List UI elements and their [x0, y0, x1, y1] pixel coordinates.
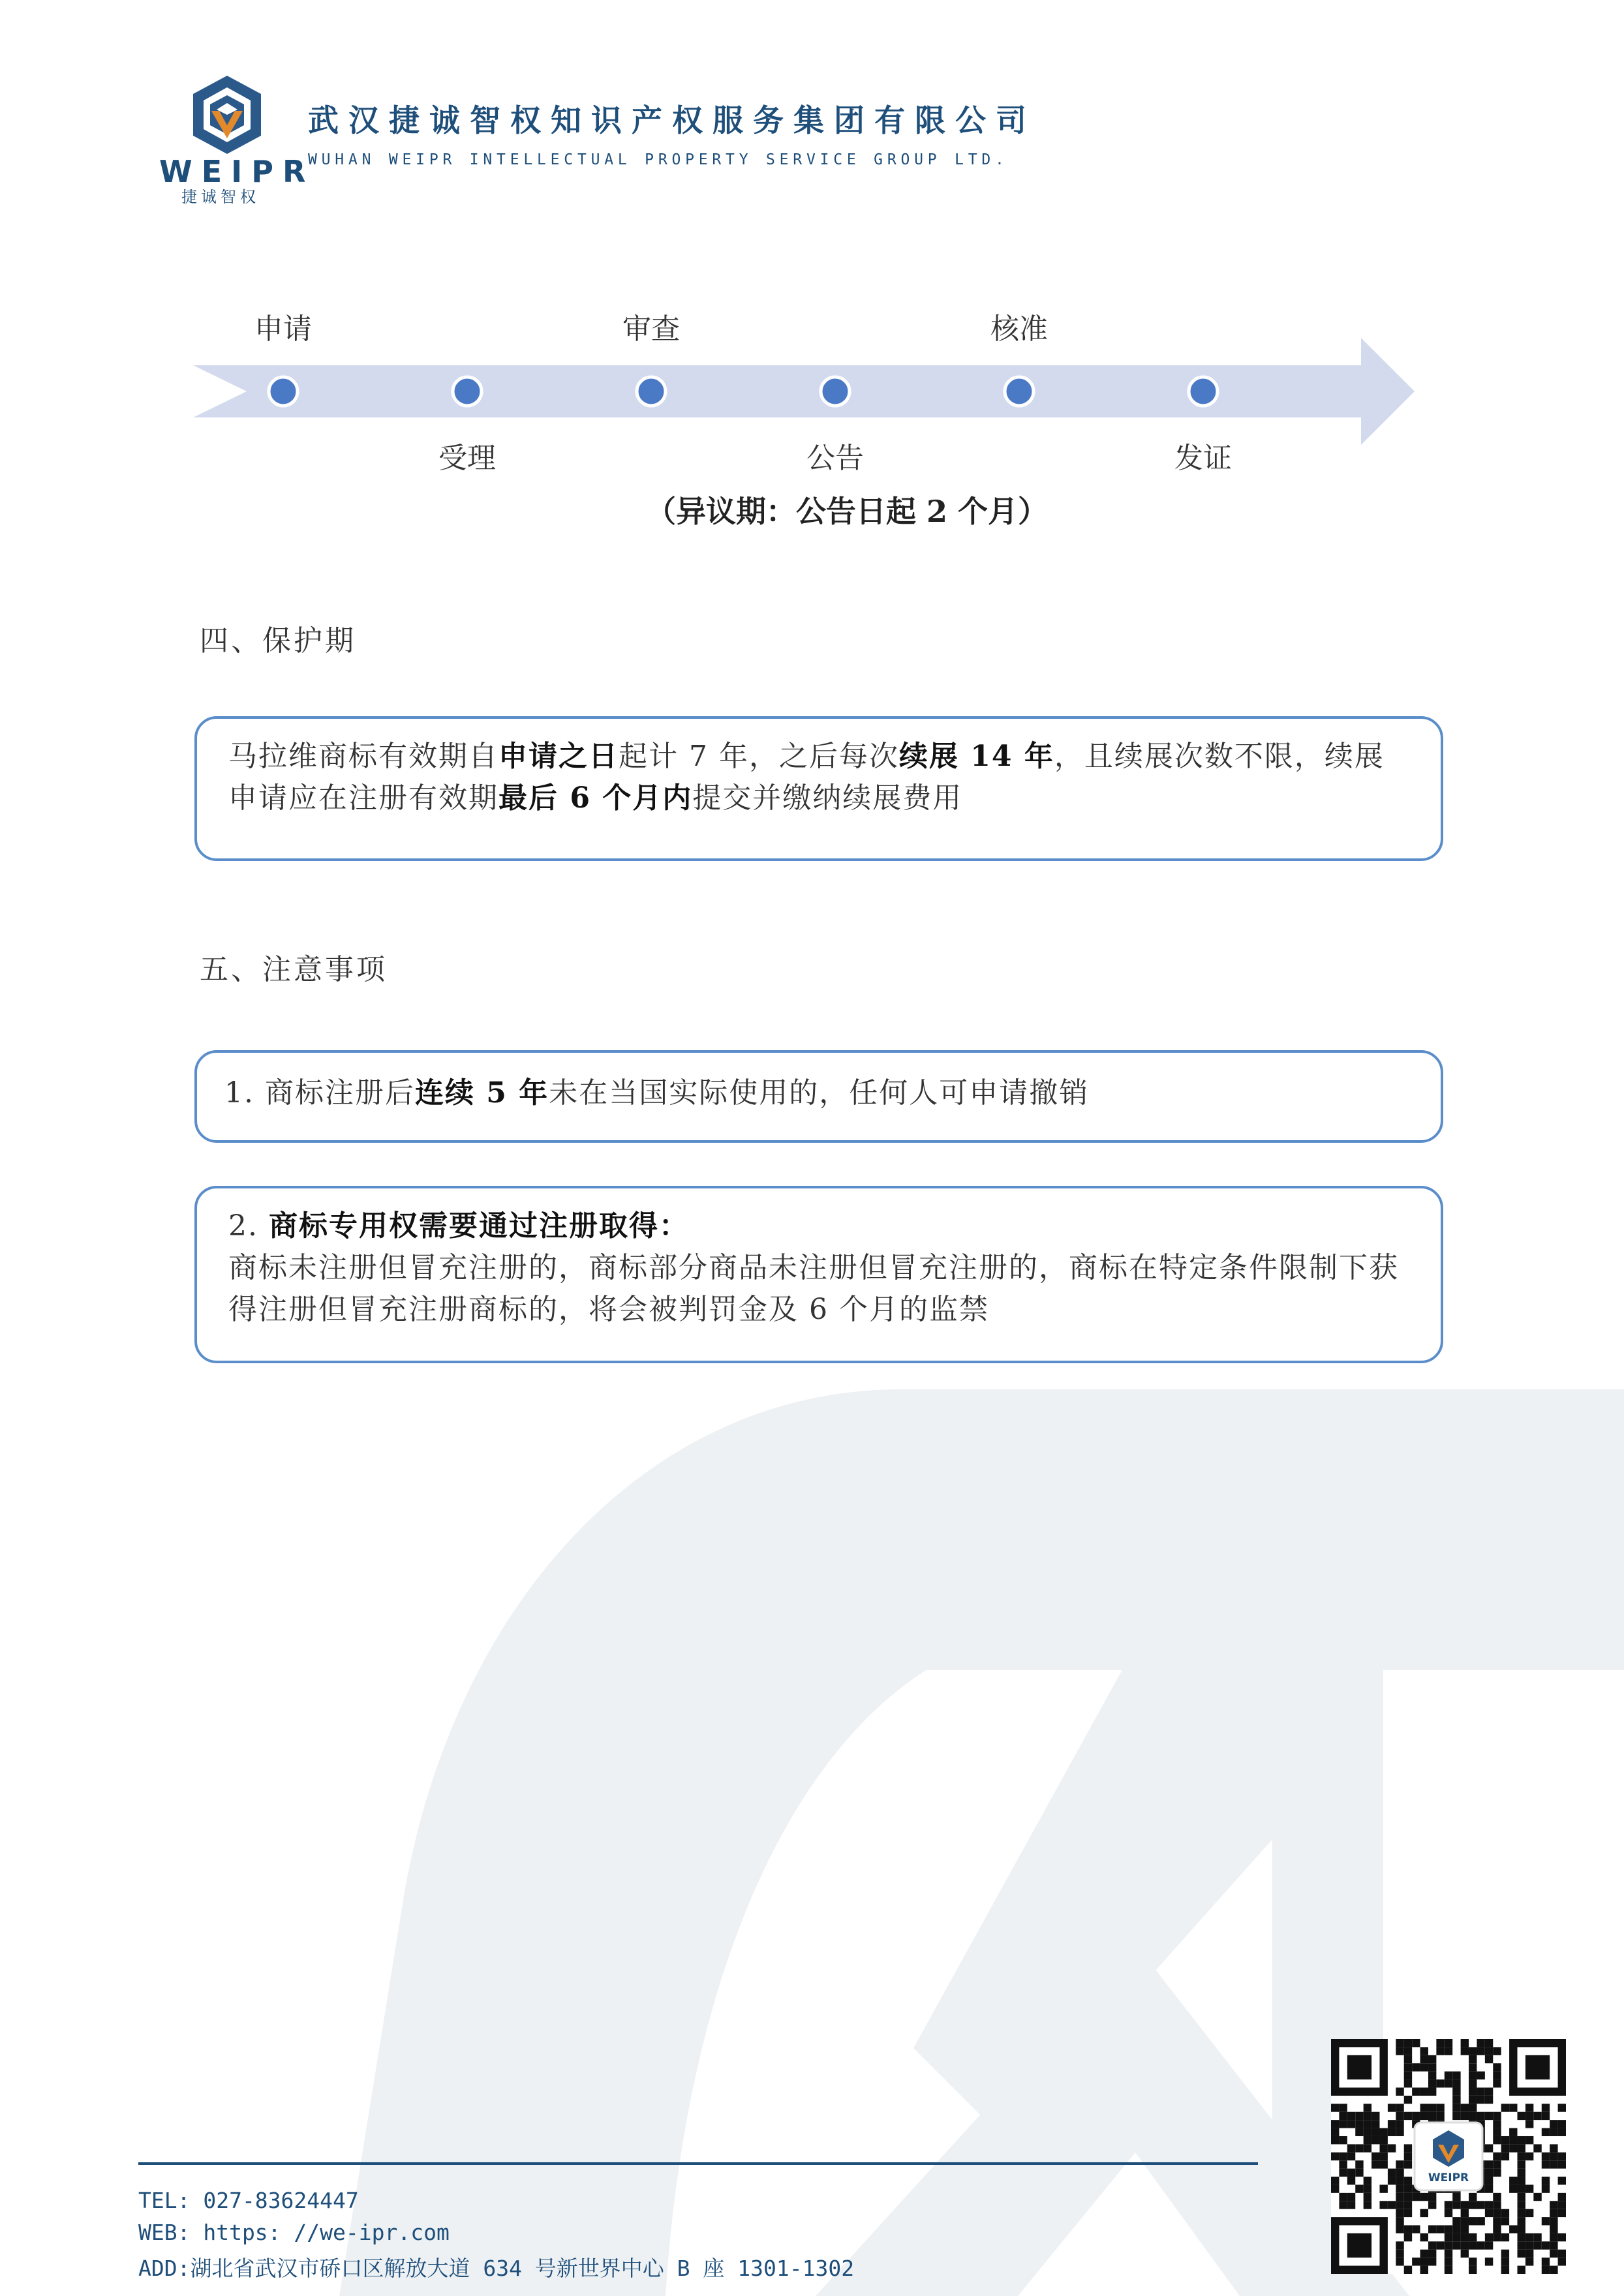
note-2-body: 商标未注册但冒充注册的，商标部分商品未注册但冒充注册的，商标在特定条件限制下获得注册但冒充注册商标的，将会被判罚金及 6 个月的监禁 — [228, 1251, 1399, 1326]
footer-tel: TEL: 027-83624447 — [138, 2188, 359, 2213]
timeline-step-6: 发证 — [1174, 442, 1232, 475]
timeline-step-5: 核准 — [990, 312, 1048, 346]
company-name-chinese: 武汉捷诚智权知识产权服务集团有限公司 — [308, 103, 1036, 139]
logo-wordmark: WEIPR — [159, 154, 315, 189]
logo-subtitle: 捷诚智权 — [181, 188, 260, 206]
process-timeline-arrow — [193, 333, 1420, 450]
timeline-dot-2 — [453, 377, 482, 406]
timeline-dot-5 — [1005, 377, 1034, 406]
objection-period-note: （异议期：公告日起 2 个月） — [646, 494, 1049, 529]
protection-bold-1: 申请之日 — [498, 740, 619, 773]
section-heading-notes: 五、注意事项 — [200, 953, 388, 986]
timeline-dot-1 — [269, 377, 298, 406]
protection-text-3: ，且续展次数不限，续展申请应在注册有效期 — [228, 740, 1385, 815]
timeline-step-4: 公告 — [806, 442, 864, 475]
note-1-text-1: 1. 商标注册后 — [224, 1076, 415, 1110]
qr-code-icon[interactable] — [1331, 2039, 1566, 2274]
protection-text-2: 起计 7 年，之后每次 — [619, 740, 899, 773]
note-1-bold: 连续 5 年 — [414, 1076, 549, 1110]
company-logo-icon — [188, 73, 266, 157]
timeline-dot-6 — [1189, 377, 1218, 406]
note-1-text-2: 未在当国实际使用的，任何人可申请撤销 — [549, 1076, 1090, 1110]
protection-text-4: 提交并缴纳续展费用 — [692, 781, 963, 815]
qr-logo-text: WEIPR — [1428, 2171, 1469, 2184]
note-1-box — [194, 1050, 1443, 1143]
protection-bold-2: 续展 14 年 — [898, 740, 1054, 773]
protection-bold-3: 最后 6 个月内 — [498, 781, 693, 815]
note-2-box — [194, 1186, 1443, 1363]
footer-divider — [138, 2162, 1258, 2165]
section-heading-protection-period: 四、保护期 — [200, 624, 356, 657]
note-2-title: 商标专用权需要通过注册取得： — [268, 1209, 689, 1243]
timeline-step-1: 申请 — [254, 312, 312, 346]
protection-text-1: 马拉维商标有效期自 — [228, 740, 498, 773]
footer-address: ADD:湖北省武汉市硚口区解放大道 634 号新世界中心 B 座 1301-1302 — [138, 2256, 855, 2281]
timeline-dot-3 — [637, 377, 666, 406]
protection-period-box — [194, 716, 1443, 861]
note-2-number: 2. — [228, 1209, 269, 1243]
footer-web: WEB: https: //we-ipr.com — [138, 2220, 450, 2245]
timeline-step-3: 审查 — [622, 312, 680, 346]
timeline-dot-4 — [821, 377, 850, 406]
company-name-english: WUHAN WEIPR INTELLECTUAL PROPERTY SERVICE GROUP LTD. — [308, 151, 1009, 168]
timeline-step-2: 受理 — [438, 442, 496, 475]
